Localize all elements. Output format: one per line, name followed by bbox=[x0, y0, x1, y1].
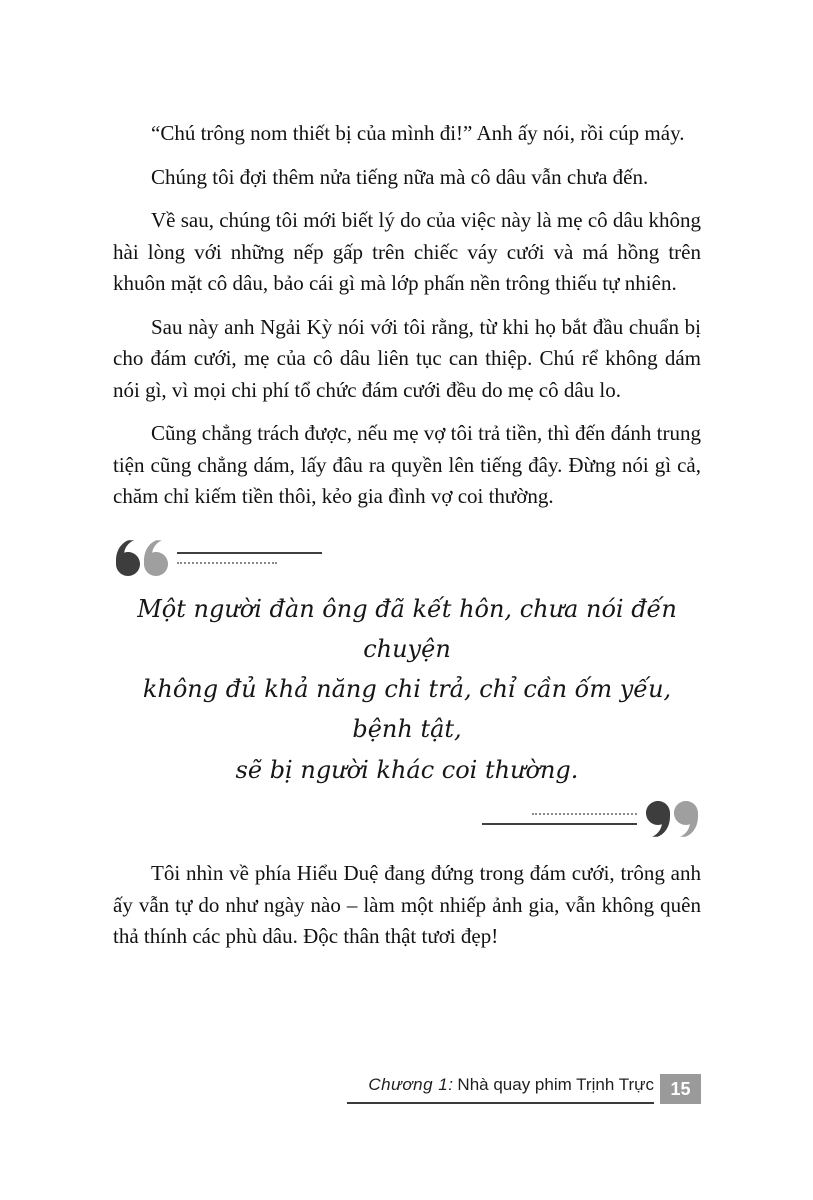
closing-ornament-lines bbox=[482, 813, 637, 825]
decorative-line-dotted bbox=[532, 813, 637, 815]
opening-quote-marks-icon bbox=[113, 539, 169, 577]
decorative-line-dotted bbox=[177, 562, 277, 564]
decorative-line-solid bbox=[482, 823, 637, 825]
closing-quote-marks-icon bbox=[645, 800, 701, 838]
page-footer bbox=[113, 1074, 701, 1104]
paragraph: Chúng tôi đợi thêm nửa tiếng nữa mà cô dâu vẫn chưa đến. bbox=[151, 164, 649, 189]
opening-quote-ornament bbox=[113, 539, 701, 577]
opening-ornament-lines bbox=[177, 552, 322, 564]
paragraph: Cũng chẳng trách được, nếu mẹ vợ tôi trả tiền, thì đến đánh trung tiện cũng chẳng dám, lấy đâu ra quyền lên tiếng đây. Đừng nói gì cả, chăm chỉ kiếm tiền thôi, kẻo gia đình vợ coi thường. bbox=[113, 421, 701, 508]
pull-quote bbox=[123, 589, 691, 791]
chapter-title: Nhà quay phim Trịnh Trực bbox=[457, 1074, 654, 1094]
footer-text bbox=[347, 1075, 654, 1104]
paragraph: Về sau, chúng tôi mới biết lý do của việc này là mẹ cô dâu không hài lòng với những nếp gấp trên chiếc váy cưới và má hồng trên khuôn mặt cô dâu, bảo cái gì mà lớp phấn nền trông thiếu tự nhiên. bbox=[113, 208, 701, 295]
page-number-badge bbox=[660, 1074, 701, 1104]
paragraph: Tôi nhìn về phía Hiểu Duệ đang đứng trong đám cưới, trông anh ấy vẫn tự do như ngày nào – làm một nhiếp ảnh gia, vẫn không quên thả thính các phù dâu. Độc thân thật tươi đẹp! bbox=[113, 861, 701, 949]
chapter-label: Chương 1: bbox=[368, 1074, 454, 1094]
paragraph: Sau này anh Ngải Kỳ nói với tôi rằng, từ khi họ bắt đầu chuẩn bị cho đám cưới, mẹ của cô dâu liên tục can thiệp. Chú rể không dám nói gì, vì mọi chi phí tổ chức đám cưới đều do mẹ cô dâu lo. bbox=[113, 314, 701, 402]
pull-quote-line: Một người đàn ông đã kết hôn, chưa nói đến chuyện bbox=[137, 594, 677, 663]
pull-quote-line: sẽ bị người khác coi thường. bbox=[235, 755, 579, 784]
footer-rule bbox=[347, 1102, 654, 1104]
pull-quote-line: không đủ khả năng chi trả, chỉ cần ốm yếu, bệnh tật, bbox=[142, 675, 672, 744]
page-number: 15 bbox=[670, 1078, 691, 1099]
closing-quote-ornament bbox=[113, 800, 701, 838]
decorative-line-solid bbox=[177, 552, 322, 554]
paragraph: “Chú trông nom thiết bị của mình đi!” Anh ấy nói, rồi cúp máy. bbox=[151, 121, 685, 145]
